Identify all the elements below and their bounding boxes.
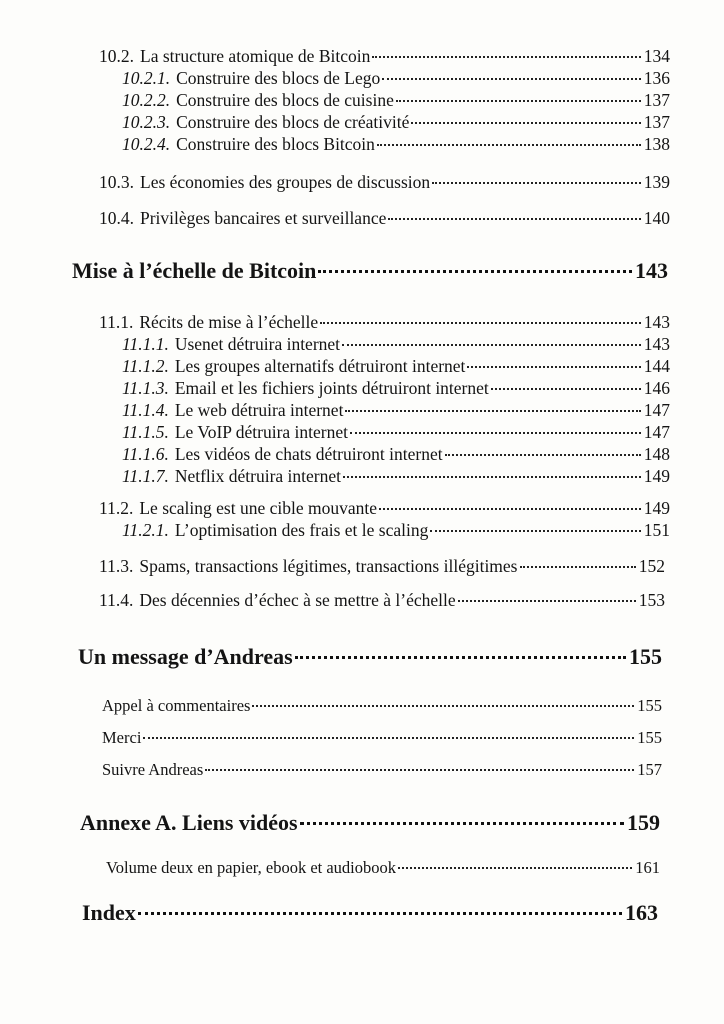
entry-page: 143: [643, 334, 670, 354]
entry-number: 10.4.: [99, 208, 134, 228]
entry-number: 11.1.7.: [122, 466, 169, 486]
toc-entry-10-2-4[interactable]: [122, 134, 670, 155]
entry-title: Récits de mise à l’échelle: [139, 312, 319, 332]
entry-number: 10.3.: [99, 172, 134, 192]
entry-title: Spams, transactions légitimes, transactions illégitimes: [139, 556, 518, 576]
entry-page: 148: [643, 444, 670, 464]
entry-title: L’optimisation des frais et le scaling: [174, 520, 429, 540]
entry-page: 144: [643, 356, 670, 376]
dot-leader: [372, 56, 640, 58]
toc-entry-merci[interactable]: [102, 728, 662, 748]
entry-page: 155: [637, 696, 662, 715]
toc-entry-10-2-1[interactable]: [122, 68, 670, 89]
toc-entry-volume-deux[interactable]: [106, 858, 660, 878]
toc-entry-11-2[interactable]: [99, 498, 670, 519]
entry-title: La structure atomique de Bitcoin: [140, 46, 371, 66]
entry-title: Email et les fichiers joints détruiront internet: [174, 378, 489, 398]
toc-entry-10-2-2[interactable]: [122, 90, 670, 111]
entry-page: 138: [643, 134, 670, 154]
entry-page: 149: [643, 498, 670, 518]
toc-entry-11-1[interactable]: [99, 312, 670, 333]
entry-title: Merci: [102, 728, 142, 747]
entry-number: 11.1.1.: [122, 334, 169, 354]
entry-title: Les groupes alternatifs détruiront internet: [174, 356, 466, 376]
dot-leader: [388, 218, 640, 220]
dot-leader: [377, 144, 641, 146]
entry-page: 134: [643, 46, 670, 66]
entry-number: 10.2.3.: [122, 112, 171, 132]
toc-chapter-index[interactable]: [82, 900, 658, 926]
dot-leader: [343, 476, 641, 478]
entry-title: Des décennies d’échec à se mettre à l’échelle: [139, 590, 456, 610]
entry-title: Construire des blocs de Lego: [176, 68, 381, 88]
toc-chapter-annexe-a[interactable]: [80, 810, 660, 836]
entry-page: 136: [643, 68, 670, 88]
entry-title: Privilèges bancaires et surveillance: [140, 208, 387, 228]
dot-leader: [379, 508, 641, 510]
chapter-title: Annexe A. Liens vidéos: [80, 810, 298, 835]
entry-title: Netflix détruira internet: [174, 466, 342, 486]
dot-leader: [432, 182, 641, 184]
entry-number: 11.2.: [99, 498, 134, 518]
entry-page: 155: [637, 728, 662, 747]
entry-page: 149: [643, 466, 670, 486]
dot-leader: [252, 705, 634, 707]
dot-leader: [345, 410, 640, 412]
dot-leader: [396, 100, 641, 102]
entry-page: 157: [637, 760, 662, 779]
toc-entry-11-1-1[interactable]: [122, 334, 670, 355]
entry-number: 11.4.: [99, 590, 134, 610]
dot-leader: [318, 270, 632, 273]
entry-page: 137: [643, 90, 670, 110]
dot-leader: [205, 769, 634, 771]
entry-number: 11.1.2.: [122, 356, 169, 376]
toc-entry-11-1-3[interactable]: [122, 378, 670, 399]
dot-leader: [320, 322, 641, 324]
entry-title: Volume deux en papier, ebook et audiobook: [106, 858, 397, 877]
chapter-page: 159: [627, 810, 660, 835]
entry-page: 147: [643, 422, 670, 442]
entry-number: 10.2.1.: [122, 68, 171, 88]
toc-entry-suivre[interactable]: [102, 760, 662, 780]
entry-title: Construire des blocs de cuisine: [176, 90, 394, 110]
entry-title: Appel à commentaires: [102, 696, 251, 715]
entry-title: Le scaling est une cible mouvante: [139, 498, 377, 518]
entry-page: 161: [635, 858, 660, 877]
toc-entry-11-1-6[interactable]: [122, 444, 670, 465]
toc-entry-11-1-7[interactable]: [122, 466, 670, 487]
entry-number: 11.1.4.: [122, 400, 169, 420]
entry-number: 11.2.1.: [122, 520, 169, 540]
entry-number: 11.3.: [99, 556, 134, 576]
dot-leader: [458, 600, 636, 602]
toc-entry-10-2[interactable]: [99, 46, 670, 67]
entry-number: 10.2.2.: [122, 90, 171, 110]
entry-title: Construire des blocs de créativité: [176, 112, 410, 132]
entry-title: Construire des blocs Bitcoin: [176, 134, 375, 154]
dot-leader: [295, 656, 626, 659]
entry-title: Suivre Andreas: [102, 760, 204, 779]
chapter-page: 163: [625, 900, 658, 925]
entry-page: 140: [643, 208, 670, 228]
dot-leader: [491, 388, 641, 390]
entry-title: Le web détruira internet: [174, 400, 344, 420]
entry-page: 147: [643, 400, 670, 420]
dot-leader: [342, 344, 641, 346]
entry-title: Les vidéos de chats détruiront internet: [174, 444, 443, 464]
entry-page: 139: [643, 172, 670, 192]
toc-entry-11-2-1[interactable]: [122, 520, 670, 541]
toc-entry-11-3[interactable]: [99, 556, 665, 577]
entry-number: 11.1.6.: [122, 444, 169, 464]
entry-number: 10.2.4.: [122, 134, 171, 154]
entry-page: 152: [638, 556, 665, 576]
toc-chapter-un-message[interactable]: [78, 644, 662, 670]
entry-title: Usenet détruira internet: [174, 334, 341, 354]
entry-number: 11.1.3.: [122, 378, 169, 398]
dot-leader: [430, 530, 640, 532]
dot-leader: [467, 366, 640, 368]
entry-title: Le VoIP détruira internet: [174, 422, 348, 442]
chapter-title: Mise à l’échelle de Bitcoin: [72, 258, 317, 283]
dot-leader: [520, 566, 636, 568]
toc-entry-appel[interactable]: [102, 696, 662, 716]
chapter-page: 143: [635, 258, 668, 283]
entry-number: 11.1.5.: [122, 422, 169, 442]
dot-leader: [300, 822, 624, 825]
dot-leader: [445, 454, 641, 456]
toc-entry-10-3[interactable]: [99, 172, 670, 193]
entry-page: 143: [643, 312, 670, 332]
toc-entry-11-1-2[interactable]: [122, 356, 670, 377]
toc-entry-11-1-5[interactable]: [122, 422, 670, 443]
chapter-title: Index: [82, 900, 136, 925]
chapter-title: Un message d’Andreas: [78, 644, 293, 669]
entry-page: 153: [638, 590, 665, 610]
entry-number: 10.2.: [99, 46, 134, 66]
dot-leader: [411, 122, 640, 124]
toc-entry-11-4[interactable]: [99, 590, 665, 611]
dot-leader: [138, 912, 622, 915]
dot-leader: [382, 78, 641, 80]
toc-entry-10-4[interactable]: [99, 208, 670, 229]
entry-page: 146: [643, 378, 670, 398]
dot-leader: [143, 737, 634, 739]
entry-number: 11.1.: [99, 312, 134, 332]
entry-title: Les économies des groupes de discussion: [140, 172, 431, 192]
dot-leader: [350, 432, 641, 434]
toc-entry-11-1-4[interactable]: [122, 400, 670, 421]
toc-entry-10-2-3[interactable]: [122, 112, 670, 133]
entry-page: 151: [643, 520, 670, 540]
entry-page: 137: [643, 112, 670, 132]
chapter-page: 155: [629, 644, 662, 669]
toc-chapter-mise-a-l-echelle[interactable]: [72, 258, 668, 284]
dot-leader: [398, 867, 632, 869]
